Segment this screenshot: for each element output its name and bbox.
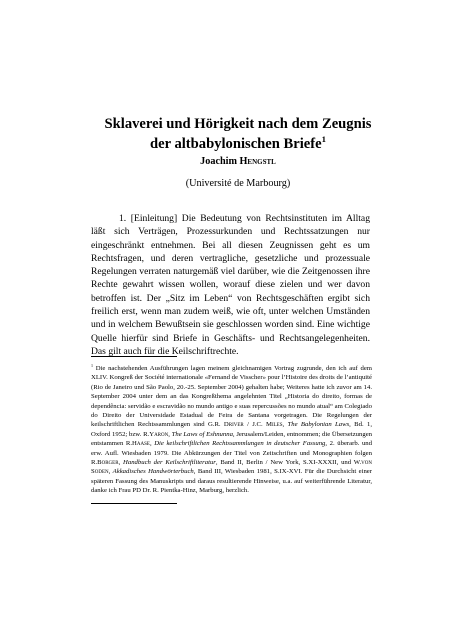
footnote-text: , [282, 421, 288, 429]
footnote-text: , Jerusalem/Leiden [232, 430, 284, 438]
footnote-book-title: Akkadisches Handwörterbuch [112, 468, 194, 476]
footnote-book-title: The Babylonian Laws [287, 421, 350, 429]
footnote-1-text [91, 364, 372, 496]
footnote-author: Yaron [149, 430, 169, 438]
footnote-text: , Bd. 1, Oxford 1952; bzw. R. [91, 421, 372, 438]
footnote-text: , Band II, Berlin / New York, S.XI-XXXII, und W. [215, 459, 362, 467]
footnote-text: , [108, 468, 113, 476]
footnote-book-title: Handbuch der Keilschriftliteratur [123, 459, 216, 467]
footnote-book-title: The Laws of Eshnunna [171, 430, 233, 438]
footnote-separator [91, 356, 177, 357]
footnote-text: , [149, 440, 155, 448]
footnote-text: , 2. überarb. und erw. Aufl. Wiesbaden 1979. Die Abkürzungen der Titel von Zeitschriften und Monographien folgen R. [91, 440, 372, 467]
title-footnote-mark: 1 [321, 134, 326, 145]
footnote-author: Haase [132, 440, 150, 448]
author [12, 155, 452, 168]
title-line-2-text: der altbabylonischen Briefe [150, 136, 322, 152]
author-last-name: Hengstl [239, 156, 276, 167]
footnote-1 [91, 364, 372, 496]
footnote-author: Miles [266, 421, 283, 429]
footnote-author: Driver [223, 421, 244, 429]
footnote-author: von Soden [91, 459, 372, 476]
footnote-text: , [168, 430, 172, 438]
title-line-2 [12, 134, 452, 154]
introduction-paragraph: 1. [Einleitung] Die Bedeutung von Rechtsinstituten im Alltag läßt sich Verträgen, Prozessurkunden und Rechtssatzungen nur eingeschränkt entnehmen. Bei all diesen Zeugnissen geht es um Rechtsfragen, und deren vertragliche, gesetzliche und prozessuale Regelungen verraten naturgemäß viel darüber, wie die Zeitgenossen ihre Rechte gewahrt wissen wollen, worauf diese zielen und wer davon betroffen ist. Der „Sitz im Leben“ von Rechtsgeschäften ergibt sich freilich erst, wenn man zudem weiß, wie oft, unter welchen Umständen und in welchem Bewußtsein sie geschlossen worden sind. Eine wichtige Quelle hierfür sind Briefe in Geschäfts- und Rechtsangelegenheiten. Das gilt auch für die Keilschriftrechte. [91, 213, 370, 357]
footnote-text: , Band III, Wiesbaden 1981, S.IX-XVI. Für die Durchsicht einer späteren Fassung des Manuskripts und daraus resultierende Hinweise, u.a. auf weiterführende Literatur, danke ich Frau PD Dr. R. Pientka-Hinz, Marburg, herzlich. [91, 468, 372, 495]
author-first-name: Joachim [200, 156, 240, 167]
footnote-text: / J.C. [243, 421, 267, 429]
affiliation: (Université de Marbourg) [185, 178, 291, 189]
footnote-text: , [118, 459, 124, 467]
footnote-author: Borger [97, 459, 119, 467]
footnote-book-title: Die keilschriftlichen Rechtssammlungen in deutscher Fassung [154, 440, 326, 448]
bottom-separator [91, 503, 177, 504]
footnote-text: Die nachstehenden Ausführungen lagen meinem gleichnamigen Vortrag zugrunde, den ich auf dem XLIV. Kongreß der Société internationale «Fernand de Visscher» pour l’Histoire des droits de l’antiquité (Rio de Janeiro und São Paolo, 20.-25. September 2004) gehalten habe; Weiteres hatte ich zuvor am 14. September 2004 unter dem an das Kongreßthema angelehnten Titel „Historia do direito, formas de dependência: servidão e escravidão no mundo antigo e suas repercussões no mundo atual“ am Colegiado do Direito der Universidade Estadual de Feira de Santana vorgetragen. Die Regelungen der keilschriftlichen Rechtssammlungen sind G.R. [91, 365, 372, 429]
footnote-text: , entnommen; die Übersetzungen entstammen R. [91, 430, 373, 448]
title-line-1: Sklaverei und Hörigkeit nach dem Zeugnis [104, 116, 372, 132]
footnote-number: 1 [91, 362, 94, 368]
body-text [91, 212, 370, 358]
